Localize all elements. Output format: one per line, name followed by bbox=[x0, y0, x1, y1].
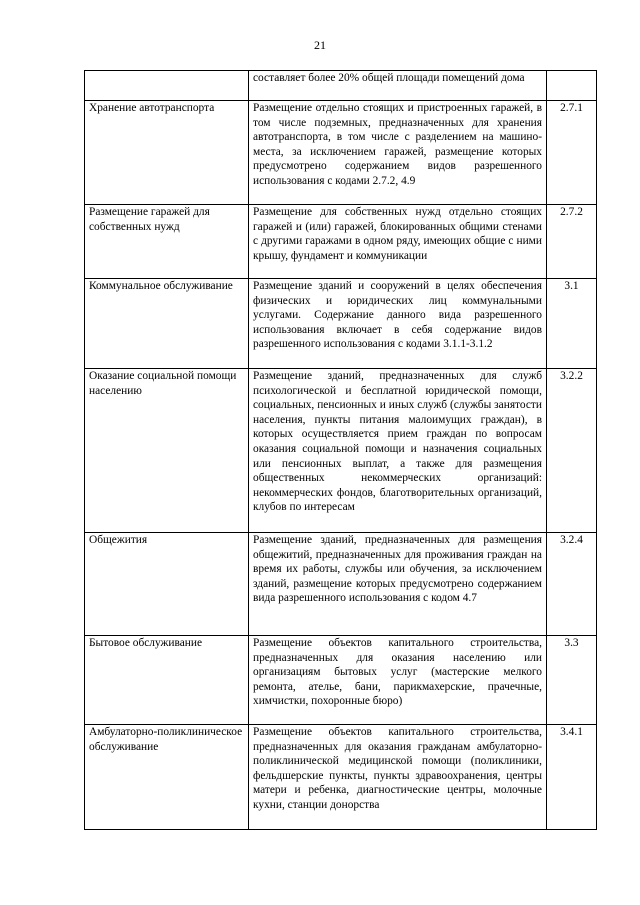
table-row bbox=[85, 71, 597, 101]
use-name-cell: Размещение гаражей для собственных нужд bbox=[85, 205, 249, 279]
table-row bbox=[85, 205, 597, 279]
use-name-cell: Общежития bbox=[85, 533, 249, 636]
use-code-cell bbox=[547, 71, 597, 101]
use-code-cell: 3.2.2 bbox=[547, 369, 597, 533]
use-description-cell: Размещение объектов капитального строительства, предназначенных для оказания гражданам амбулаторно-поликлинической медицинской помощи (поликлиники, фельдшерские пункты, пункты здравоохранения, центры матери и ребенка, диагностические центры, молочные кухни, станции донорства bbox=[249, 725, 547, 830]
use-name-cell: Коммунальное обслуживание bbox=[85, 279, 249, 369]
use-name-cell bbox=[85, 71, 249, 101]
use-description-cell: Размещение зданий и сооружений в целях обеспечения физических и юридических лиц коммунальными услугами. Содержание данного вида разрешенного использования включает в себя содержание видов разрешенного использования с кодами 3.1.1-3.1.2 bbox=[249, 279, 547, 369]
use-description-cell: Размещение отдельно стоящих и пристроенных гаражей, в том числе подземных, предназначенных для хранения автотранспорта, в том числе с разделением на машино-места, за исключением гаражей, размещение которых предусмотрено содержанием видов разрешенного использования с кодами 2.7.2, 4.9 bbox=[249, 101, 547, 205]
table-row bbox=[85, 279, 597, 369]
use-code-cell: 3.4.1 bbox=[547, 725, 597, 830]
table-row bbox=[85, 533, 597, 636]
use-code-cell: 2.7.2 bbox=[547, 205, 597, 279]
use-description-cell: составляет более 20% общей площади помещений дома bbox=[249, 71, 547, 101]
table-row bbox=[85, 369, 597, 533]
use-description-cell: Размещение зданий, предназначенных для служб психологической и бесплатной юридической помощи, социальных, пенсионных и иных служб (службы занятости населения, пункты питания малоимущих граждан), в которых осуществляется прием граждан по вопросам оказания социальной помощи и назначения социальных или пенсионных выплат, а также для размещения общественных некоммерческих организаций: некоммерческих фондов, благотворительных организаций, клубов по интересам bbox=[249, 369, 547, 533]
use-code-cell: 3.2.4 bbox=[547, 533, 597, 636]
use-code-cell: 3.1 bbox=[547, 279, 597, 369]
table-row bbox=[85, 725, 597, 830]
use-code-cell: 2.7.1 bbox=[547, 101, 597, 205]
page-number: 21 bbox=[314, 38, 326, 52]
use-name-cell: Хранение автотранспорта bbox=[85, 101, 249, 205]
use-name-cell: Оказание социальной помощи населению bbox=[85, 369, 249, 533]
use-code-cell: 3.3 bbox=[547, 636, 597, 725]
use-description-cell: Размещение зданий, предназначенных для размещения общежитий, предназначенных для проживания граждан на время их работы, службы или обучения, за исключением зданий, размещение которых предусмотрено содержанием вида разрешенного использования с кодом 4.7 bbox=[249, 533, 547, 636]
table-row bbox=[85, 636, 597, 725]
land-use-table bbox=[84, 70, 597, 830]
use-description-cell: Размещение для собственных нужд отдельно стоящих гаражей и (или) гаражей, блокированных общими стенами с другими гаражами в одном ряду, имеющих общие с ними крышу, фундамент и коммуникации bbox=[249, 205, 547, 279]
use-name-cell: Бытовое обслуживание bbox=[85, 636, 249, 725]
table-row bbox=[85, 101, 597, 205]
use-name-cell: Амбулаторно-поликлиническое обслуживание bbox=[85, 725, 249, 830]
use-description-cell: Размещение объектов капитального строительства, предназначенных для оказания населению или организациям бытовых услуг (мастерские мелкого ремонта, ателье, бани, парикмахерские, прачечные, химчистки, похоронные бюро) bbox=[249, 636, 547, 725]
